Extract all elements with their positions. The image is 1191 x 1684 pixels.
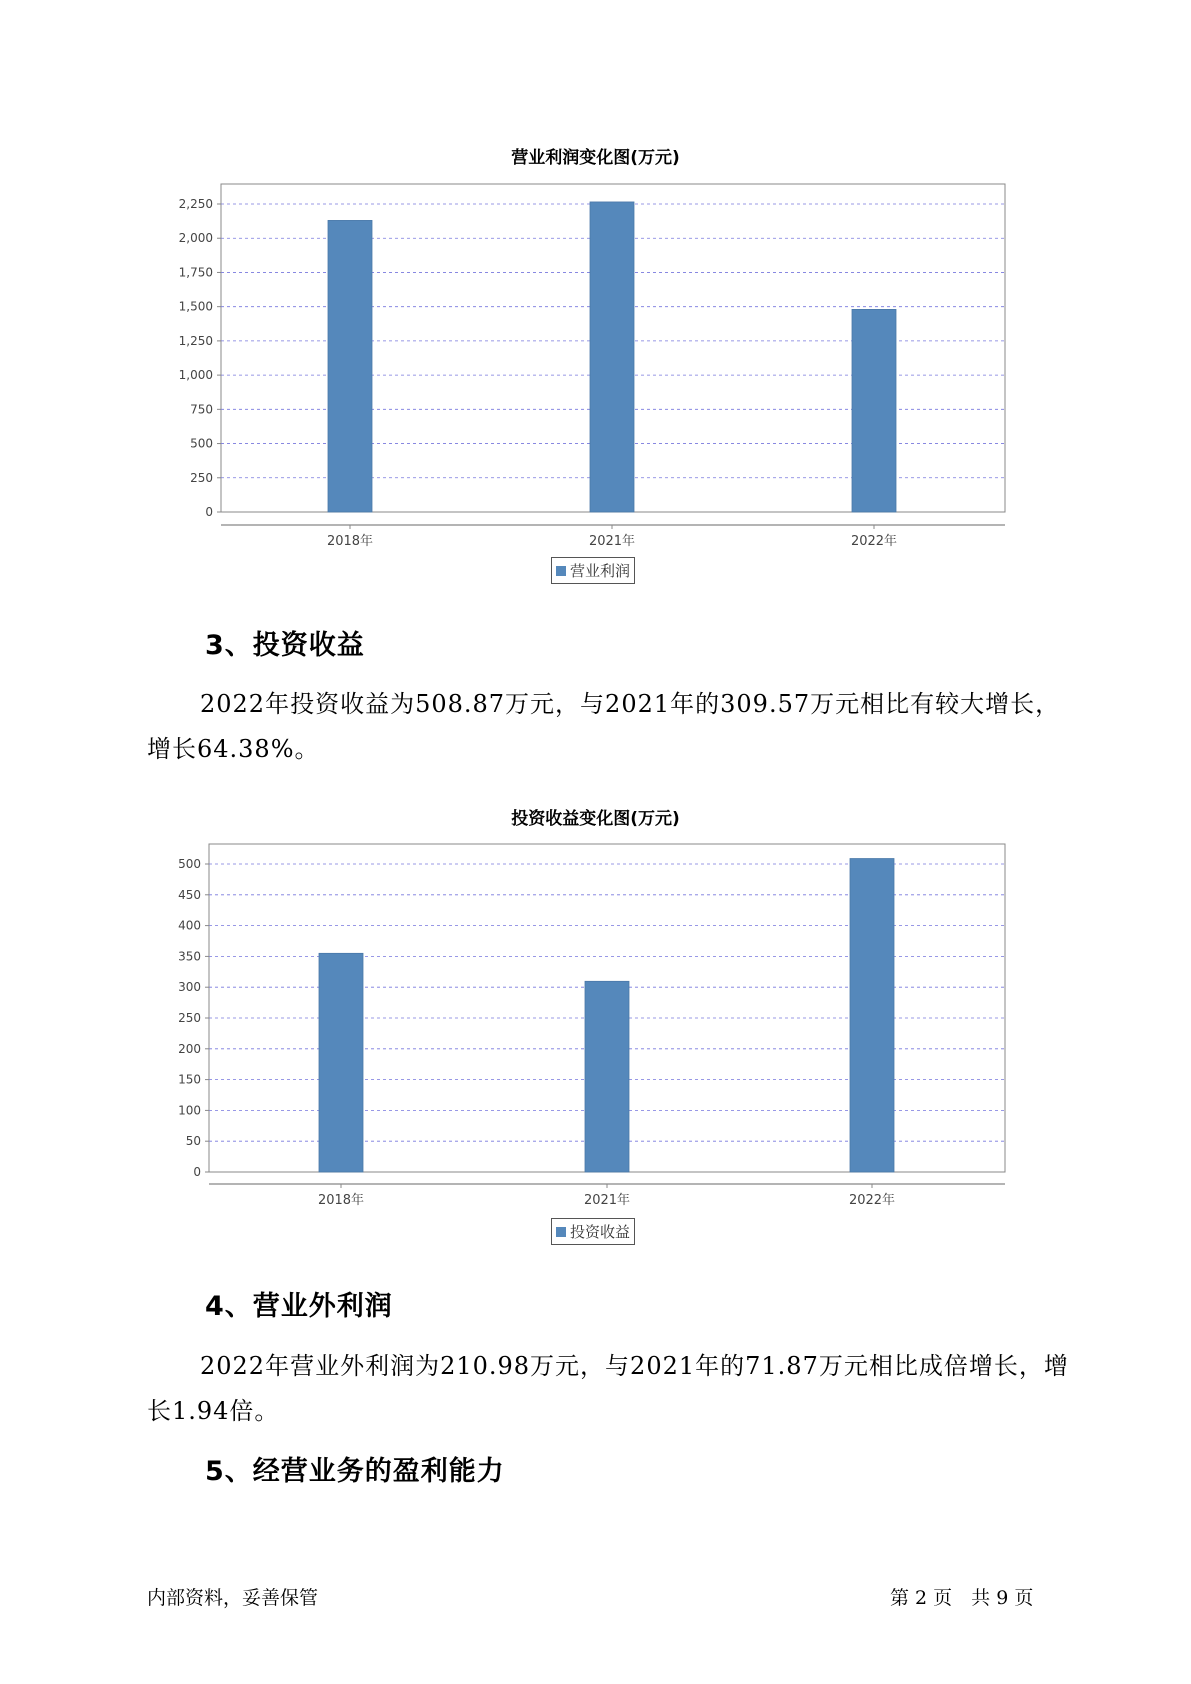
bar-2018年 bbox=[319, 953, 363, 1172]
footer-page-number: 第 2 页 共 9 页 bbox=[890, 1587, 1034, 1609]
bar-2021年 bbox=[585, 981, 629, 1172]
y-tick-label: 200 bbox=[178, 1041, 201, 1056]
chart2-legend bbox=[551, 1218, 635, 1245]
y-tick-label: 750 bbox=[190, 402, 213, 417]
y-tick-label: 1,500 bbox=[178, 299, 213, 314]
y-tick-label: 450 bbox=[178, 887, 201, 902]
bar-2022年 bbox=[850, 859, 894, 1172]
section-3-text: 2022年投资收益为508.87万元，与2021年的309.57万元相比有较大增长，增长64.38%。 bbox=[147, 690, 1061, 763]
x-tick-label: 2021年 bbox=[583, 1193, 631, 1208]
y-tick-label: 0 bbox=[205, 505, 213, 519]
y-tick-label: 1,000 bbox=[178, 368, 213, 383]
y-tick-label: 250 bbox=[178, 1011, 201, 1025]
y-tick-label: 250 bbox=[190, 470, 213, 485]
y-tick-label: 500 bbox=[190, 436, 213, 451]
x-tick-label: 2018年 bbox=[317, 1193, 365, 1208]
section-3-heading: 3、投资收益 bbox=[205, 630, 365, 661]
section-4-heading: 4、营业外利润 bbox=[205, 1291, 393, 1322]
chart2-legend-label: 投资收益 bbox=[570, 1223, 631, 1241]
y-tick-label: 2,250 bbox=[178, 197, 213, 211]
y-tick-label: 0 bbox=[193, 1165, 201, 1179]
x-tick-label: 2022年 bbox=[850, 534, 898, 549]
footer-confidential: 内部资料，妥善保管 bbox=[147, 1587, 319, 1609]
chart1-title: 营业利润变化图(万元) bbox=[511, 148, 680, 168]
y-tick-label: 400 bbox=[178, 918, 201, 933]
legend-swatch bbox=[556, 1227, 566, 1237]
y-tick-label: 150 bbox=[178, 1072, 201, 1087]
y-tick-label: 1,250 bbox=[178, 333, 213, 348]
x-tick-label: 2022年 bbox=[848, 1193, 896, 1208]
chart1-legend-label: 营业利润 bbox=[570, 562, 631, 580]
section-5-heading: 5、经营业务的盈利能力 bbox=[205, 1456, 505, 1487]
y-tick-label: 1,750 bbox=[178, 265, 213, 280]
y-tick-label: 2,000 bbox=[178, 231, 213, 246]
y-tick-label: 300 bbox=[178, 980, 201, 995]
y-tick-label: 50 bbox=[185, 1134, 201, 1149]
x-tick-label: 2021年 bbox=[588, 534, 636, 549]
x-tick-label: 2018年 bbox=[326, 534, 374, 549]
chart2-title: 投资收益变化图(万元) bbox=[511, 809, 680, 829]
y-tick-label: 500 bbox=[178, 857, 201, 871]
y-tick-label: 100 bbox=[178, 1103, 201, 1118]
section-4-text: 2022年营业外利润为210.98万元，与2021年的71.87万元相比成倍增长，增长1.94倍。 bbox=[147, 1352, 1069, 1425]
y-tick-label: 350 bbox=[178, 949, 201, 964]
